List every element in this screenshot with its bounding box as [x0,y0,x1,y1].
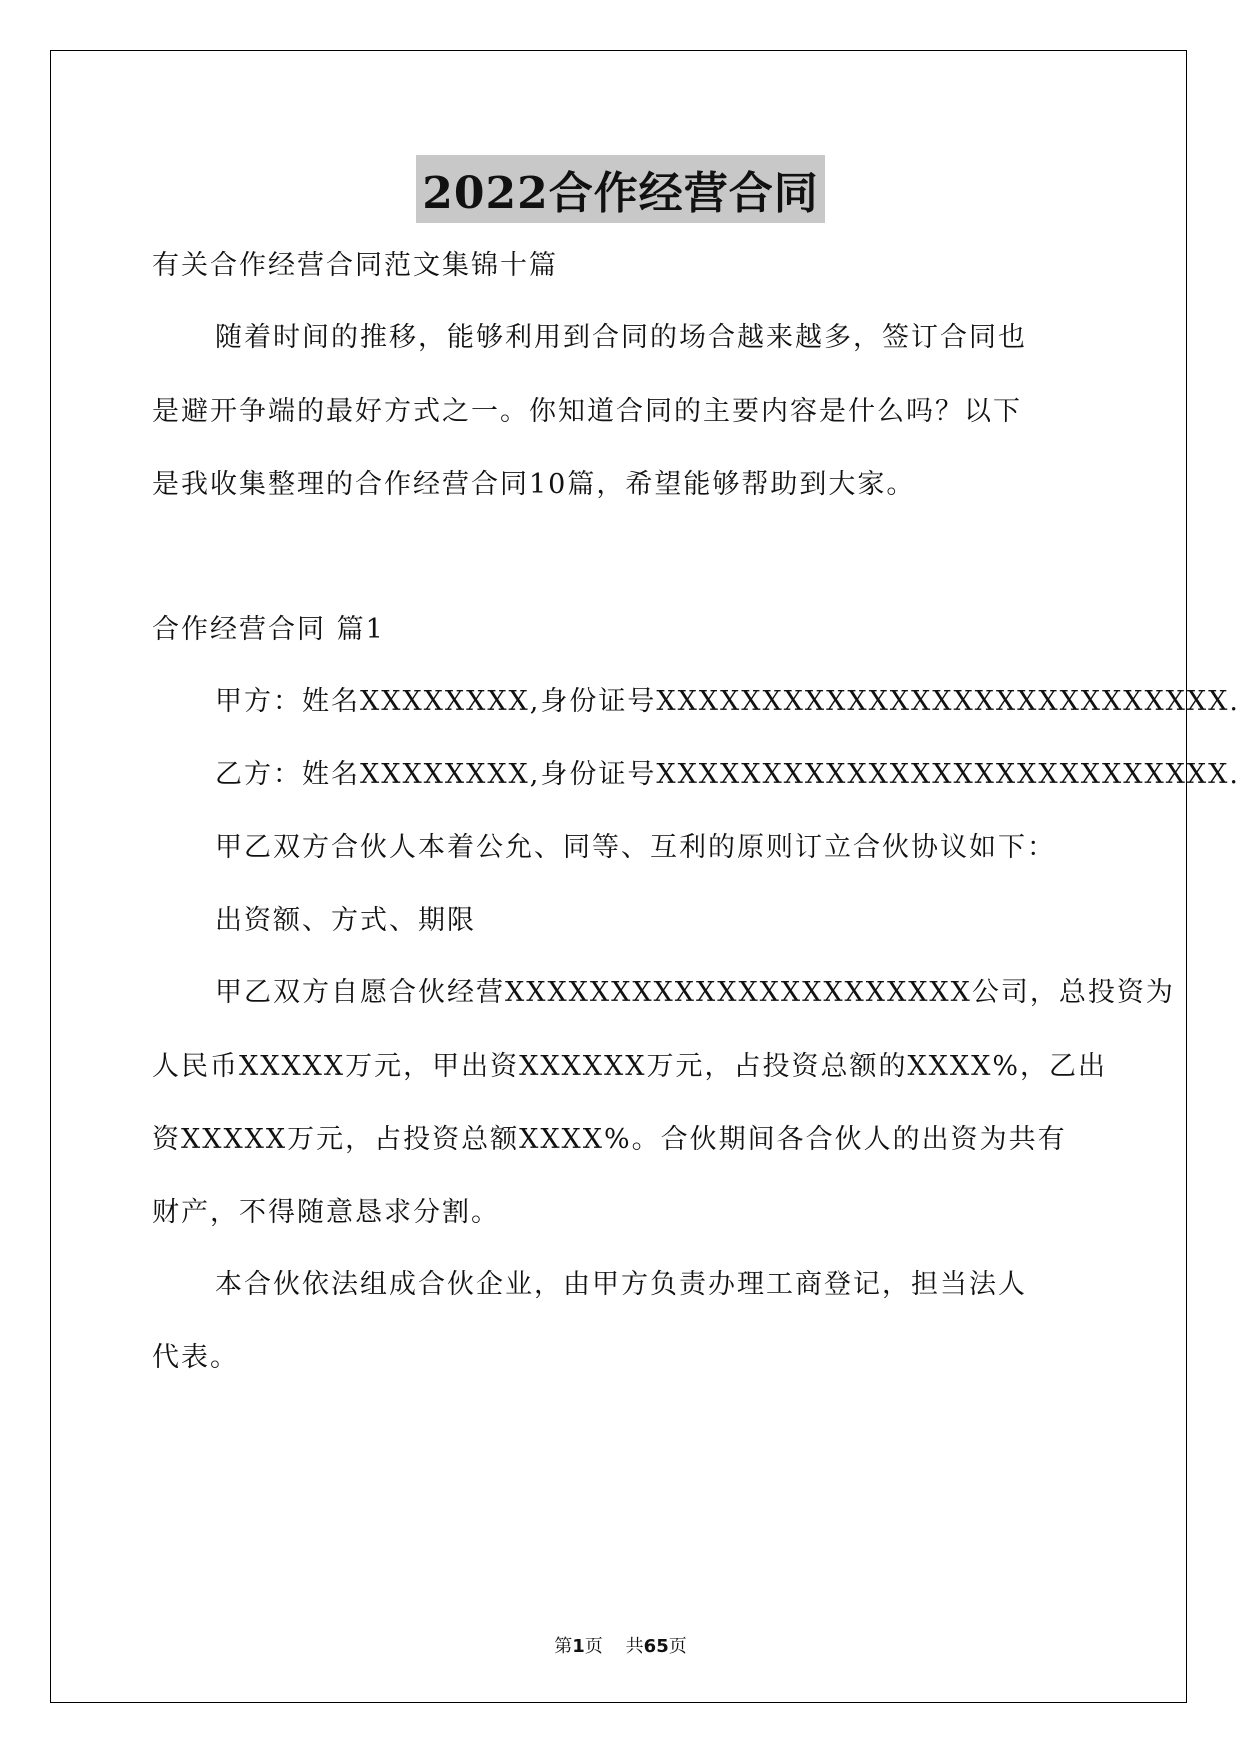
intro-line-1: 随着时间的推移，能够利用到合同的场合越来越多，签订合同也 [215,322,1027,353]
registration-para-line-1: 本合伙依法组成合伙企业，由甲方负责办理工商登记，担当法人 [215,1269,1027,1300]
section-heading: 合作经营合同 篇1 [152,614,385,645]
party-b-line: 乙方：姓名XXXXXXXX,身份证号XXXXXXXXXXXXXXXXXXXXXXXXXXX. [215,759,1240,790]
footer-suffix: 页 [668,1636,687,1657]
footer-prefix: 第 [554,1636,573,1657]
party-a-line: 甲方：姓名XXXXXXXX,身份证号XXXXXXXXXXXXXXXXXXXXXXXXXXX. [215,686,1240,717]
capital-para-line-2: 人民币XXXXX万元，甲出资XXXXXX万元，占投资总额的XXXX%，乙出 [152,1051,1107,1082]
footer-total-pages: 65 [643,1636,669,1657]
footer-page-number: 1 [572,1636,585,1657]
capital-heading-line: 出资额、方式、期限 [215,905,476,936]
intro-line-2: 是避开争端的最好方式之一。你知道合同的主要内容是什么吗？以下 [152,396,1022,427]
footer-middle: 页 共 [584,1636,644,1657]
capital-para-line-4: 财产，不得随意恳求分割。 [152,1197,500,1228]
registration-para-line-2: 代表。 [152,1342,239,1373]
page-footer [0,1632,1241,1658]
intro-line-3: 是我收集整理的合作经营合同10篇，希望能够帮助到大家。 [152,469,916,500]
capital-para-line-1: 甲乙双方自愿合伙经营XXXXXXXXXXXXXXXXXXXXXX公司，总投资为 [215,977,1175,1008]
page-border [50,50,1187,1703]
document-title: 2022合作经营合同 [416,155,824,223]
capital-para-line-3: 资XXXXX万元，占投资总额XXXX%。合伙期间各合伙人的出资为共有 [152,1124,1067,1155]
document-subtitle: 有关合作经营合同范文集锦十篇 [152,250,558,281]
document-title-wrap [0,155,1241,223]
agreement-intro-line: 甲乙双方合伙人本着公允、同等、互利的原则订立合伙协议如下： [215,832,1056,863]
